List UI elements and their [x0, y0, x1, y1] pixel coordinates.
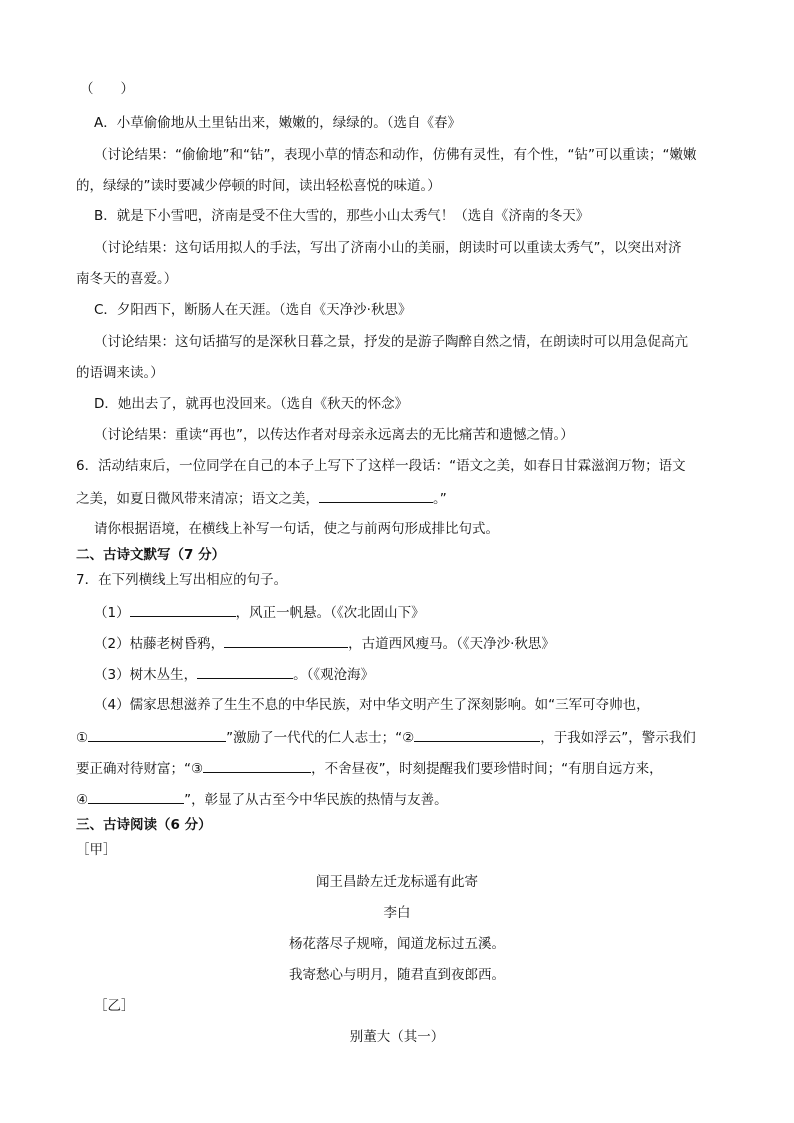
question-7-item-1 — [94, 602, 794, 623]
item-4-text-c: ，于我如浮云”，警示我们 — [540, 730, 696, 746]
option-a-sentence: A．小草偷偷地从土里钻出来，嫩嫩的，绿绿的。（选自《春》 — [94, 115, 461, 131]
question-7-item-2 — [94, 633, 794, 654]
question-6-instruction: 请你根据语境，在横线上补写一句话，使之与前两句形成排比句式。 — [94, 521, 499, 537]
item-4-text-f: ”，彰显了从古至今中华民族的热情与友善。 — [184, 792, 448, 808]
section-3-heading: 三、古诗阅读（6 分） — [76, 817, 212, 833]
item-3-after: 。（《观沧海》 — [293, 667, 375, 683]
question-6-answer-blank[interactable] — [319, 488, 433, 503]
item-4-blank-3[interactable] — [203, 758, 311, 773]
item-4-text-e: ，不舍昼夜”，时刻提醒我们要珍惜时间；“有朋自远方来， — [311, 761, 663, 777]
item-4-line-3 — [76, 758, 794, 779]
item-1-prefix: （1） — [94, 605, 130, 621]
option-c-sentence: C．夕阳西下，断肠人在天涯。（选自《天净沙·秋思》 — [94, 302, 412, 318]
circle-1: ① — [76, 730, 89, 746]
poem-1-line-1: 杨花落尽子规啼，闻道龙标过五溪。 — [289, 936, 505, 952]
option-d-result-1: （讨论结果：重读“再也”，以传达作者对母亲永远离去的无比痛苦和遗憾之情。） — [94, 427, 574, 443]
item-2-prefix: （2）枯藤老树昏鸦， — [94, 636, 225, 652]
option-d-sentence: D．她出去了，就再也没回来。（选自《秋天的怀念》 — [94, 396, 409, 412]
item-1-blank[interactable] — [130, 602, 236, 617]
item-2-after: ，古道西风瘦马。（《天净沙·秋思》 — [348, 636, 555, 652]
item-4-line-2 — [76, 727, 794, 748]
item-3-blank[interactable] — [197, 664, 293, 679]
section-2-heading: 二、古诗文默写（7 分） — [76, 547, 226, 563]
item-4-blank-1[interactable] — [88, 727, 226, 742]
item-4-line-4 — [76, 789, 794, 810]
option-b-result-1: （讨论结果：这句话用拟人的手法，写出了济南小山的美丽，朗读时可以重读太秀气”，以突出对济 — [94, 240, 682, 256]
option-c-result-1: （讨论结果：这句话描写的是深秋日暮之景，抒发的是游子陶醉自然之情，在朗读时可以用急促高亢 — [94, 334, 688, 350]
question-6-line-2 — [76, 488, 794, 509]
item-3-prefix: （3）树木丛生， — [94, 667, 198, 683]
option-b-result-2: 南冬天的喜爱。） — [76, 271, 178, 287]
item-4-text-b: ”激励了一代代的仁人志士；“② — [226, 730, 415, 746]
question-7-item-3 — [94, 664, 794, 685]
poem-1-author: 李白 — [383, 905, 411, 921]
item-4-blank-2[interactable] — [414, 727, 540, 742]
item-4-text-d: 要正确对待财富；“③ — [76, 761, 204, 777]
item-4-blank-4[interactable] — [88, 789, 184, 804]
question-7-prompt: 7．在下列横线上写出相应的句子。 — [76, 572, 288, 588]
label-jia: ［甲］ — [76, 842, 117, 858]
item-1-after: ，风正一帆悬。（《次北固山下》 — [235, 605, 425, 621]
poem-1-line-2: 我寄愁心与明月，随君直到夜郎西。 — [289, 967, 505, 983]
item-4-line-1: （4）儒家思想滋养了生生不息的中华民族，对中华文明产生了深刻影响。如“三军可夺帅也， — [94, 697, 650, 713]
item-2-blank[interactable] — [224, 633, 348, 648]
label-yi: ［乙］ — [94, 998, 135, 1014]
option-a-result-2: 的，绿绿的”读时要减少停顿的时间，读出轻松喜悦的味道。） — [76, 178, 441, 194]
option-a-result-1: （讨论结果：“偷偷地”和“钻”，表现小草的情态和动作，仿佛有灵性，有个性，“钻”可以重读；“嫩嫩 — [94, 147, 697, 163]
question-6-line-1: 6．活动结束后，一位同学在自己的本子上写下了这样一段话：“语文之美，如春日甘霖滋润万物；语文 — [76, 458, 686, 474]
question-6-text-a: 之美，如夏日微风带来清凉；语文之美， — [76, 491, 319, 507]
option-b-sentence: B．就是下小雪吧，济南是受不住大雪的，那些小山太秀气！（选自《济南的冬天》 — [94, 208, 590, 224]
poem-2-title: 别董大（其一） — [349, 1029, 445, 1045]
question-6-text-b: 。” — [433, 491, 447, 507]
answer-parentheses: （ ） — [80, 81, 134, 97]
circle-4: ④ — [76, 792, 89, 808]
poem-1-title: 闻王昌龄左迁龙标遥有此寄 — [316, 874, 478, 890]
option-c-result-2: 的语调来读。） — [76, 365, 164, 381]
